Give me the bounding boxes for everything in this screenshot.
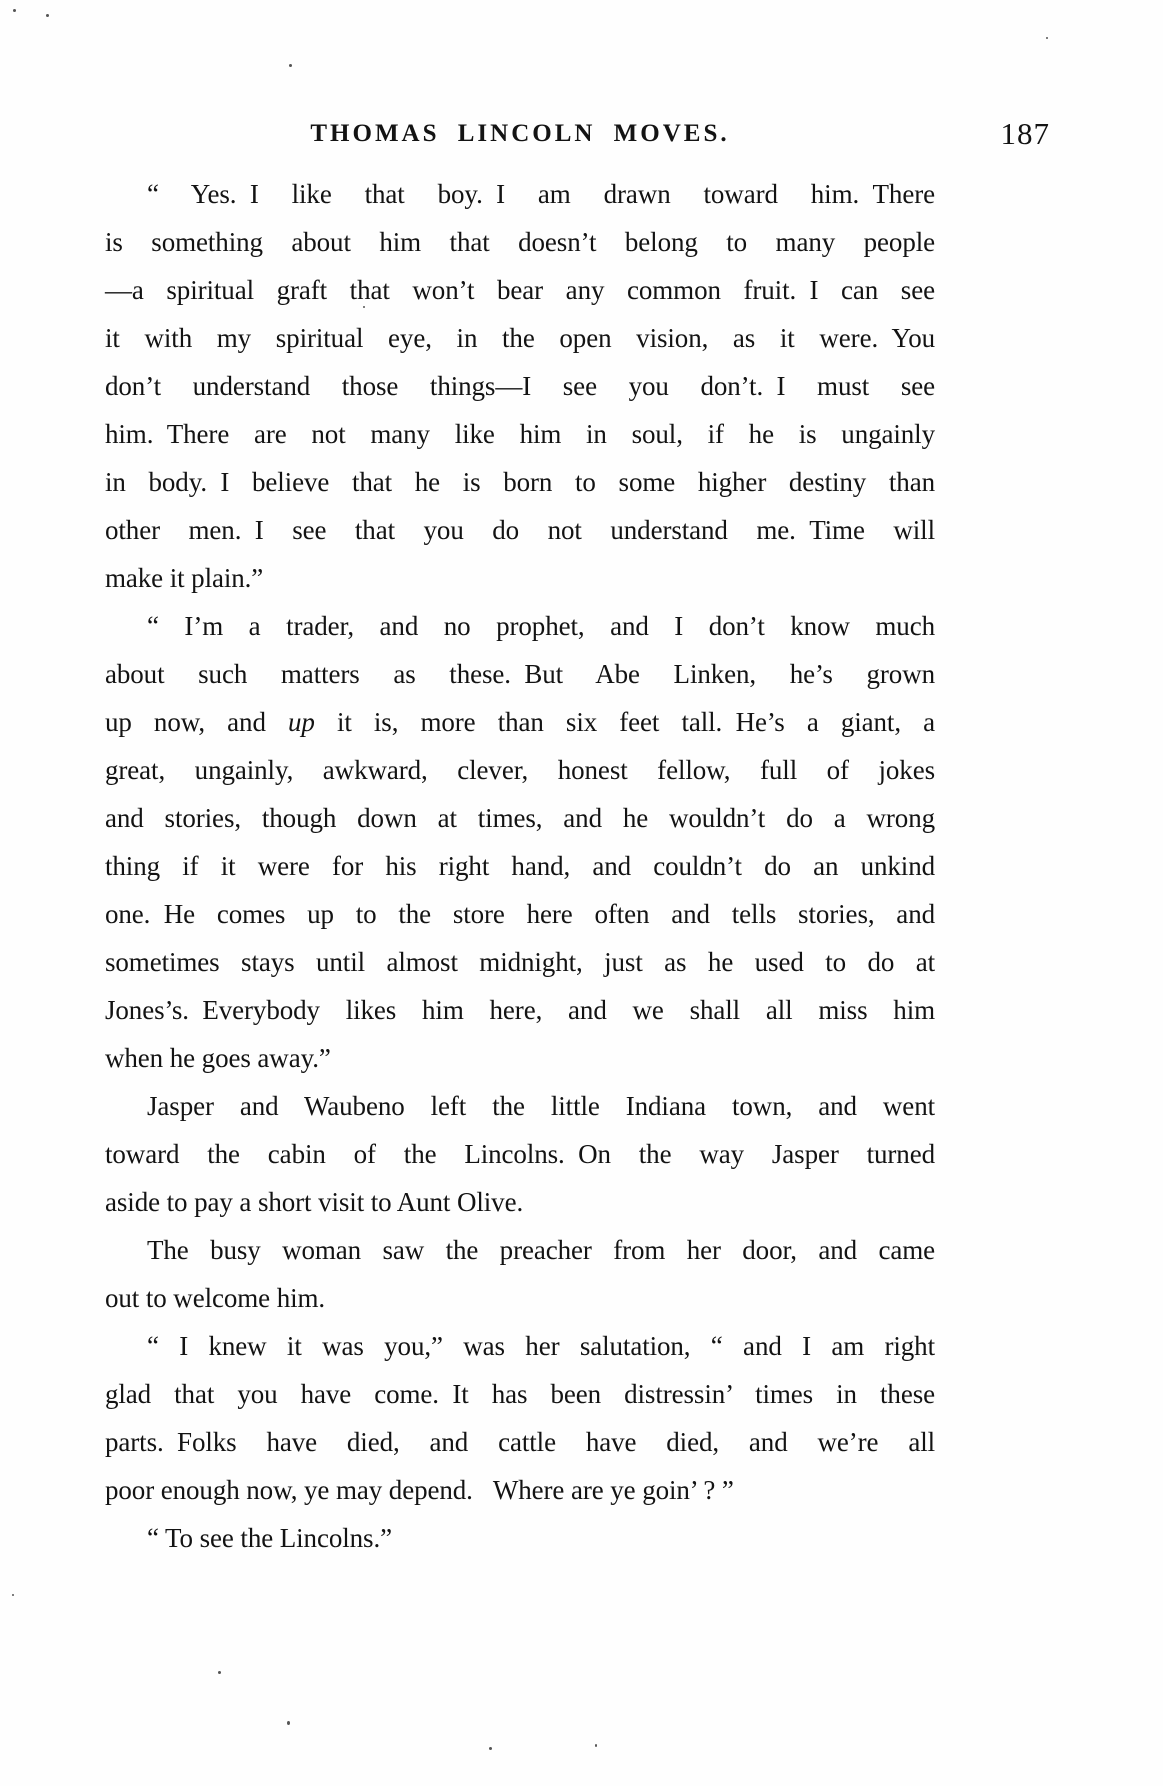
text-line: about such matters as these. But Abe Linken, he’s grown	[105, 659, 935, 689]
paragraph	[105, 602, 935, 1082]
text-line: aside to pay a short visit to Aunt Olive.	[105, 1187, 524, 1217]
paragraph	[105, 1514, 935, 1562]
paragraph	[105, 1226, 935, 1322]
running-title: THOMAS LINCOLN MOVES.	[310, 120, 730, 147]
text-line: is something about him that doesn’t belong to many people	[105, 227, 935, 257]
page-header	[105, 116, 1050, 164]
text-line: parts. Folks have died, and cattle have died, and we’re all	[105, 1427, 935, 1457]
paragraph	[105, 1082, 935, 1226]
text-line: poor enough now, ye may depend. Where are ye goin’ ? ”	[105, 1475, 734, 1505]
text-line: thing if it were for his right hand, and couldn’t do an unkind	[105, 851, 935, 881]
text-line: Jones’s. Everybody likes him here, and we shall all miss him	[105, 995, 935, 1025]
text-line: glad that you have come. It has been distressin’ times in these	[105, 1379, 935, 1409]
text-line: toward the cabin of the Lincolns. On the way Jasper turned	[105, 1139, 935, 1169]
text-line: out to welcome him.	[105, 1283, 326, 1313]
scan-speck	[289, 64, 292, 67]
text-line: —a spiritual graft that won’t bear any common fruit. I can see	[105, 275, 935, 305]
text-line: make it plain.”	[105, 563, 264, 593]
scan-speck	[12, 1594, 14, 1596]
text-line: “ I knew it was you,” was her salutation, “ and I am right	[147, 1331, 935, 1361]
scan-speck	[218, 1671, 221, 1674]
scan-speck	[13, 9, 16, 12]
scan-speck	[46, 14, 49, 17]
text-line: and stories, though down at times, and he wouldn’t do a wrong	[105, 803, 935, 833]
text-line: him. There are not many like him in soul, if he is ungainly	[105, 419, 935, 449]
text-line: it with my spiritual eye, in the open vision, as it were. You	[105, 323, 935, 353]
text-line: in body. I believe that he is born to some higher destiny than	[105, 467, 935, 497]
text-line: great, ungainly, awkward, clever, honest fellow, full of jokes	[105, 755, 935, 785]
text-line: when he goes away.”	[105, 1043, 331, 1073]
scan-speck	[1046, 37, 1048, 39]
scan-speck	[287, 1721, 290, 1725]
scan-speck	[363, 306, 365, 308]
text-line: “ Yes. I like that boy. I am drawn toward him. There	[147, 179, 935, 209]
text-line: up now, and up it is, more than six feet tall. He’s a giant, a	[105, 707, 936, 737]
paragraph	[105, 170, 935, 602]
page-number: 187	[1000, 116, 1050, 151]
scan-speck	[595, 1744, 597, 1747]
text-line: other men. I see that you do not understand me. Time will	[105, 515, 935, 545]
text-line: one. He comes up to the store here often and tells stories, and	[105, 899, 935, 929]
scan-speck	[489, 1747, 492, 1750]
page-body	[105, 170, 935, 1562]
text-line: sometimes stays until almost midnight, just as he used to do at	[105, 947, 935, 977]
text-line: The busy woman saw the preacher from her door, and came	[147, 1235, 935, 1265]
paragraph	[105, 1322, 935, 1514]
text-line: don’t understand those things—I see you don’t. I must see	[105, 371, 935, 401]
text-line: Jasper and Waubeno left the little Indiana town, and went	[147, 1091, 935, 1121]
text-line: “ To see the Lincolns.”	[147, 1523, 392, 1553]
text-line: “ I’m a trader, and no prophet, and I don’t know much	[147, 611, 935, 641]
